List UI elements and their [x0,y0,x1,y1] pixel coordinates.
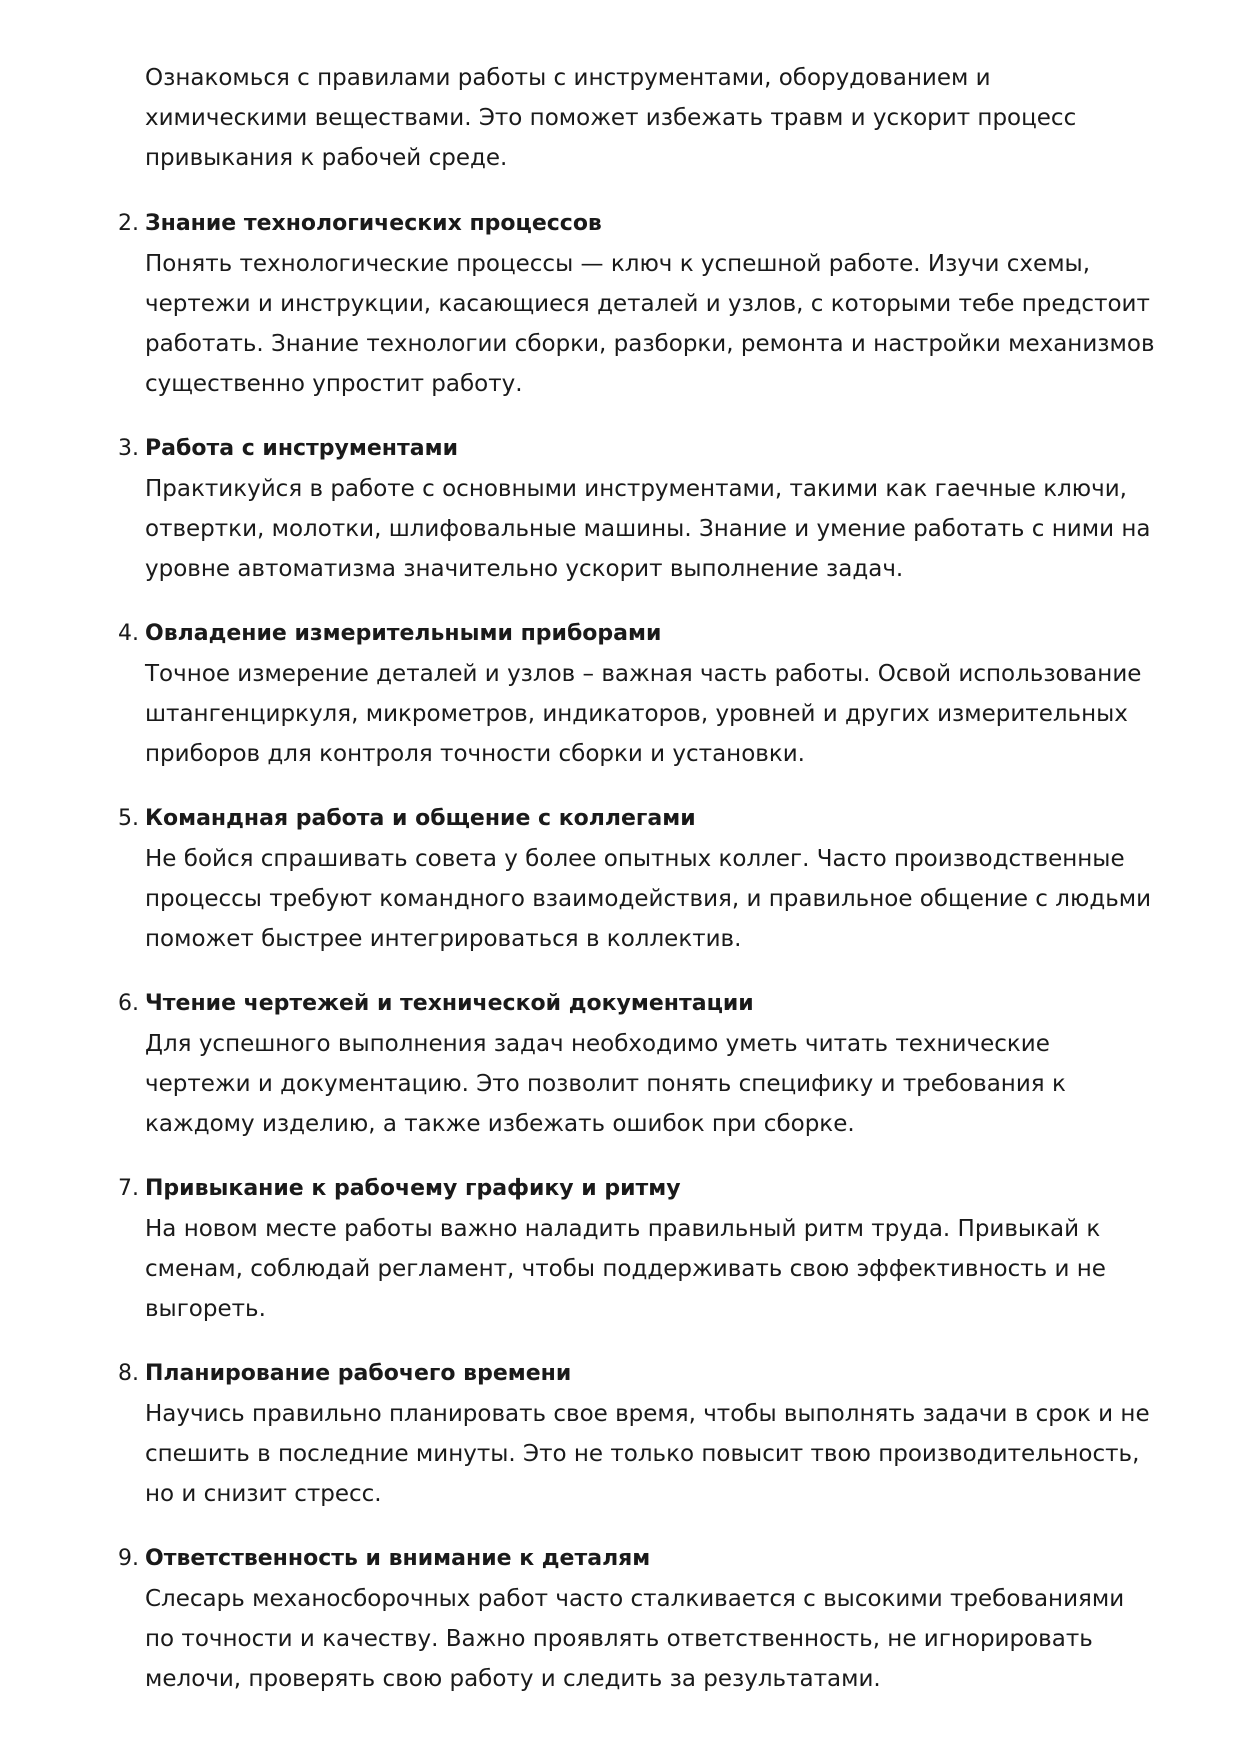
item-number: 4. [118,621,139,646]
item-text: Практикуйся в работе с основными инструментами, такими как гаечные ключи, отвертки, молотки, шлифовальные машины. Знание и умение работать с ними на уровне автоматизма значительно ускорит выполнение задач. [145,476,1151,582]
item-title: Овладение измерительными приборами [145,621,662,646]
item-title: Привыкание к рабочему графику и ритму [145,1176,681,1201]
item-title: Знание технологических процессов [145,211,602,236]
item-text: Слесарь механосборочных работ часто сталкивается с высокими требованиями по точности и качеству. Важно проявлять ответственность, не игнорировать мелочи, проверять свою работу и следить за результатами. [145,1586,1125,1692]
item-title: Планирование рабочего времени [145,1361,572,1386]
item-text: Научись правильно планировать свое время, чтобы выполнять задачи в срок и не спешить в последние минуты. Это не только повысит твою производительность, но и снизит стресс. [145,1401,1150,1507]
item-number: 7. [118,1176,139,1201]
list-item [0,204,1155,404]
list-item [0,1169,1155,1329]
intro-paragraph: Ознакомься с правилами работы с инструментами, оборудованием и химическими веществами. Это поможет избежать травм и ускорит процесс привыкания к рабочей среде. [145,65,1077,171]
item-text: На новом месте работы важно наладить правильный ритм труда. Привыкай к сменам, соблюдай регламент, чтобы поддерживать свою эффективность и не выгореть. [145,1216,1106,1322]
item-number: 8. [118,1361,139,1386]
item-text: Точное измерение деталей и узлов – важная часть работы. Освой использование штангенциркуля, микрометров, индикаторов, уровней и других измерительных приборов для контроля точности сборки и установки. [145,661,1142,767]
item-title: Работа с инструментами [145,436,458,461]
list-item [0,1539,1155,1699]
tips-list [0,204,1239,1724]
list-item [0,799,1155,959]
item-title: Ответственность и внимание к деталям [145,1546,651,1571]
item-text: Не бойся спрашивать совета у более опытных коллег. Часто производственные процессы требуют командного взаимодействия, и правильное общение с людьми поможет быстрее интегрироваться в коллектив. [145,846,1152,952]
list-item [0,984,1155,1144]
item-title: Чтение чертежей и технической документации [145,991,754,1016]
item-title: Командная работа и общение с коллегами [145,806,696,831]
item-number: 5. [118,806,139,831]
item-text: Для успешного выполнения задач необходимо уметь читать технические чертежи и документацию. Это позволит понять специфику и требования к каждому изделию, а также избежать ошибок при сборке. [145,1031,1066,1137]
list-item [0,614,1155,774]
item-number: 6. [118,991,139,1016]
list-item [0,429,1155,589]
list-item [0,1354,1155,1514]
item-number: 3. [118,436,139,461]
item-text: Понять технологические процессы — ключ к успешной работе. Изучи схемы, чертежи и инструкции, касающиеся деталей и узлов, с которыми тебе предстоит работать. Знание технологии сборки, разборки, ремонта и настройки механизмов существенно упростит работу. [145,251,1155,397]
item-number: 2. [118,211,139,236]
item-number: 9. [118,1546,139,1571]
